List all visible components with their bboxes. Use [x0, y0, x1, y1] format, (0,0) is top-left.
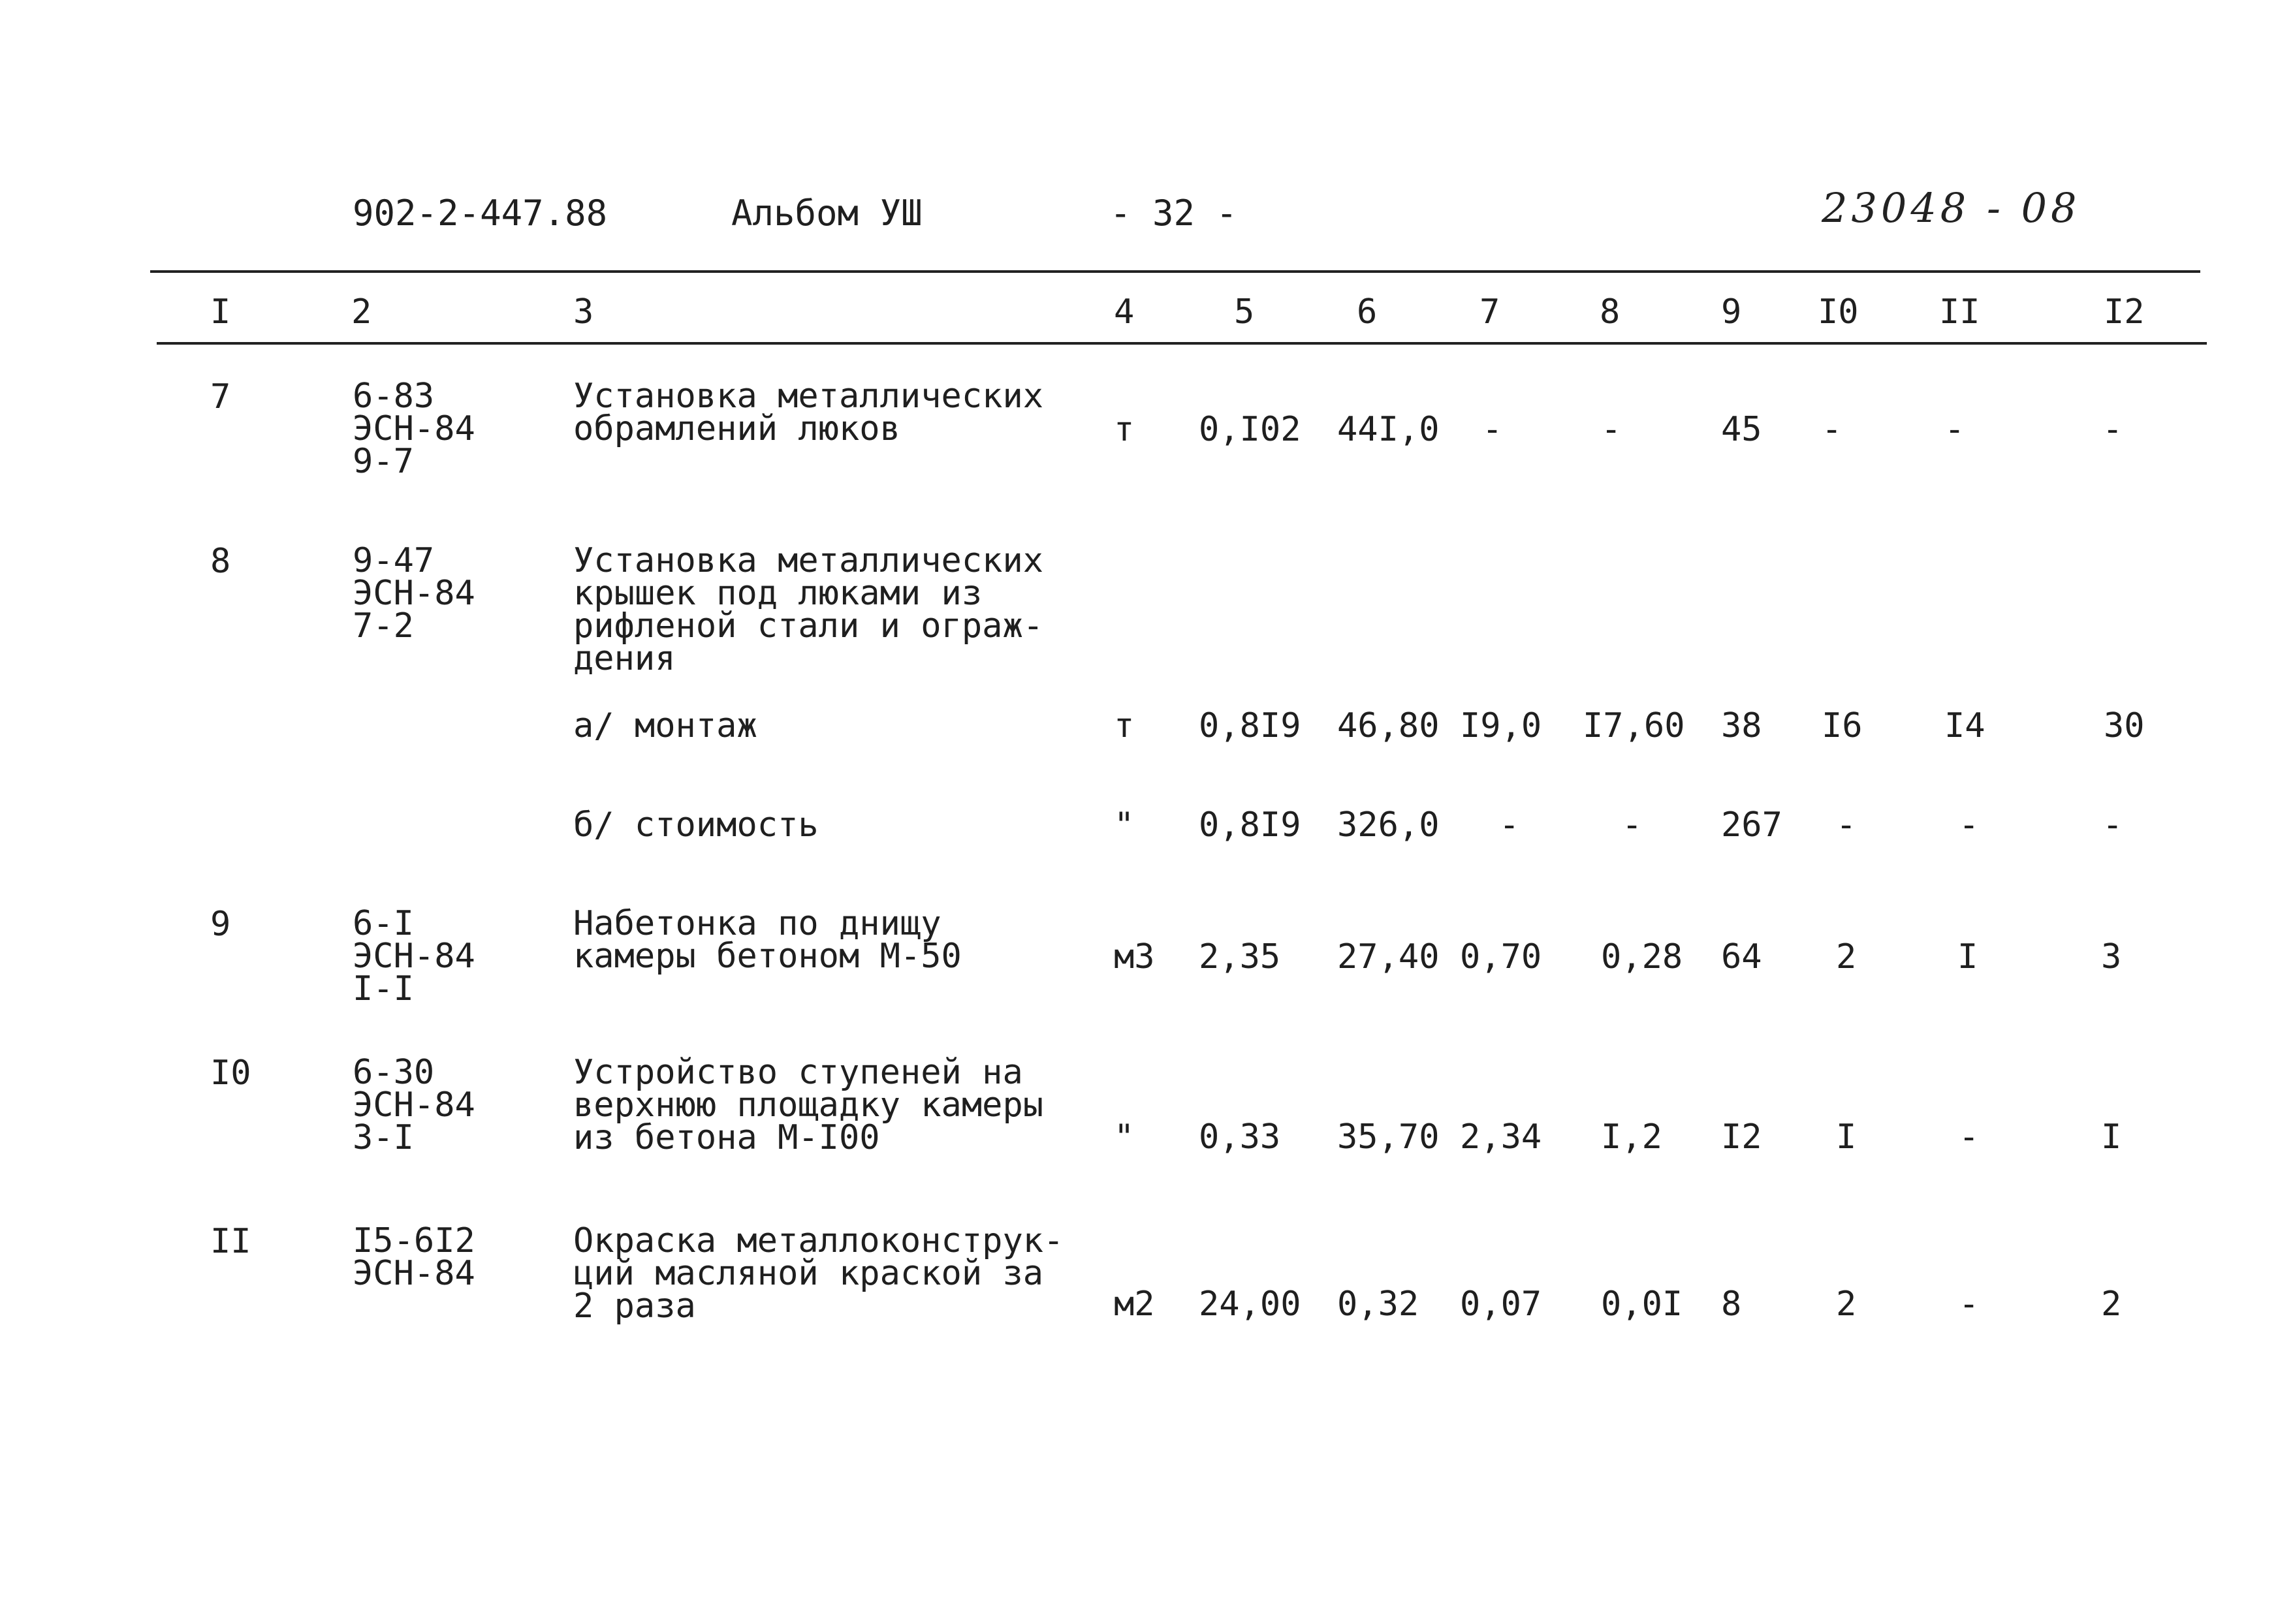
- code-line: I5-6I2: [353, 1221, 475, 1260]
- cell-col11: I: [1957, 937, 1978, 976]
- desc-line: из бетона М-I00: [573, 1118, 880, 1157]
- code-line: ЭСН-84: [353, 1254, 475, 1293]
- col-header-3: 3: [573, 292, 594, 332]
- desc-line: Устройство ступеней на: [573, 1053, 1023, 1092]
- cell-col12: I: [2101, 1117, 2122, 1157]
- cell-col11: -: [1959, 805, 1980, 845]
- cell-col7: I9,0: [1460, 706, 1542, 745]
- row-code: [353, 904, 475, 1008]
- cell-col5: 0,8I9: [1199, 706, 1301, 745]
- row-code: [353, 541, 475, 646]
- code-line: I-I: [353, 969, 414, 1008]
- cell-unit: ": [1114, 805, 1135, 845]
- cell-col10: -: [1836, 805, 1857, 845]
- cell-col10: I6: [1822, 706, 1863, 745]
- cell-col8: I,2: [1601, 1117, 1662, 1157]
- cell-col10: I: [1836, 1117, 1857, 1157]
- handwritten-stamp-number: 23048 - 08: [1822, 184, 2081, 232]
- row-code: [353, 1221, 475, 1293]
- col-header-6: 6: [1357, 292, 1378, 332]
- desc-line: верхнюю площадку камеры: [573, 1085, 1044, 1125]
- cell-col5: 0,I02: [1199, 410, 1301, 449]
- desc-line: рифленой стали и ограж-: [573, 606, 1044, 646]
- code-line: ЭСН-84: [353, 574, 475, 613]
- col-header-8: 8: [1600, 292, 1621, 332]
- cell-unit: т: [1114, 706, 1135, 745]
- cell-col6: 27,40: [1337, 937, 1440, 976]
- row-description: [573, 904, 962, 976]
- row-description: [573, 1221, 1064, 1326]
- code-line: ЭСН-84: [353, 937, 475, 976]
- cell-col12: 30: [2104, 706, 2145, 745]
- desc-line: Набетонка по днищу: [573, 904, 941, 943]
- col-header-5: 5: [1234, 292, 1255, 332]
- col-header-7: 7: [1479, 292, 1500, 332]
- code-line: 6-I: [353, 904, 414, 943]
- col-header-2: 2: [351, 292, 372, 332]
- table-header-rule: [157, 342, 2207, 345]
- cell-col6: 46,80: [1337, 706, 1440, 745]
- cell-col10: -: [1822, 410, 1842, 449]
- cell-col10: 2: [1836, 1285, 1857, 1324]
- col-header-9: 9: [1721, 292, 1742, 332]
- cell-unit: м3: [1114, 937, 1155, 976]
- row-number: 8: [210, 542, 231, 581]
- cell-col9: 267: [1721, 805, 1782, 845]
- cell-col5: 24,00: [1199, 1285, 1301, 1324]
- cell-col12: 3: [2101, 937, 2122, 976]
- col-header-11: II: [1939, 292, 1980, 332]
- cell-unit: м2: [1114, 1285, 1155, 1324]
- code-line: 7-2: [353, 606, 414, 646]
- cell-col10: 2: [1836, 937, 1857, 976]
- cell-col11: -: [1944, 410, 1965, 449]
- row-description: [573, 377, 1044, 448]
- cell-col9: 64: [1721, 937, 1762, 976]
- cell-col8: -: [1601, 410, 1622, 449]
- row-description: [573, 1053, 1044, 1157]
- page-number: - 32 -: [1110, 193, 1238, 234]
- cell-col9: 45: [1721, 410, 1762, 449]
- cell-col12: -: [2102, 410, 2123, 449]
- code-line: ЭСН-84: [353, 409, 475, 448]
- code-line: 6-30: [353, 1053, 435, 1092]
- desc-line: Установка металлических: [573, 541, 1044, 580]
- cell-col7: 0,70: [1460, 937, 1542, 976]
- cell-col9: 38: [1721, 706, 1762, 745]
- cell-unit: ": [1114, 1117, 1135, 1157]
- cell-col12: -: [2102, 805, 2123, 845]
- col-header-4: 4: [1114, 292, 1135, 332]
- code-line: 6-83: [353, 377, 435, 416]
- album-label: Альбом УШ: [731, 193, 923, 234]
- desc-line: Установка металлических: [573, 377, 1044, 416]
- cell-col8: -: [1622, 805, 1643, 845]
- row-code: [353, 377, 475, 481]
- row-description: [573, 541, 1044, 678]
- col-header-12: I2: [2104, 292, 2145, 332]
- cell-col6: 0,32: [1337, 1285, 1419, 1324]
- cell-col9: 8: [1721, 1285, 1742, 1324]
- cell-col7: -: [1499, 805, 1520, 845]
- code-line: 9-7: [353, 442, 414, 481]
- cell-col11: -: [1959, 1117, 1980, 1157]
- cell-col11: I4: [1944, 706, 1985, 745]
- code-line: 9-47: [353, 541, 435, 580]
- sub-description: а/ монтаж: [573, 706, 757, 745]
- row-number: 9: [210, 905, 231, 944]
- cell-col12: 2: [2101, 1285, 2122, 1324]
- row-number: II: [210, 1222, 251, 1261]
- cell-col8: 0,28: [1601, 937, 1683, 976]
- doc-code: 902-2-447.88: [353, 193, 608, 234]
- cell-col6: 44I,0: [1337, 410, 1440, 449]
- row-number: I0: [210, 1054, 251, 1093]
- desc-line: ций масляной краской за: [573, 1254, 1044, 1293]
- cell-unit: т: [1114, 410, 1135, 449]
- desc-line: обрамлений люков: [573, 409, 900, 448]
- desc-line: крышек под люками из: [573, 574, 983, 613]
- col-header-10: I0: [1818, 292, 1859, 332]
- cell-col5: 2,35: [1199, 937, 1281, 976]
- cell-col8: 0,0I: [1601, 1285, 1683, 1324]
- desc-line: Окраска металлоконструк-: [573, 1221, 1064, 1260]
- desc-line: камеры бетоном М-50: [573, 937, 962, 976]
- desc-line: 2 раза: [573, 1287, 696, 1326]
- cell-col6: 35,70: [1337, 1117, 1440, 1157]
- cell-col7: 2,34: [1460, 1117, 1542, 1157]
- code-line: 3-I: [353, 1118, 414, 1157]
- cell-col11: -: [1959, 1285, 1980, 1324]
- cell-col9: I2: [1721, 1117, 1762, 1157]
- desc-line: дения: [573, 639, 676, 678]
- cell-col6: 326,0: [1337, 805, 1440, 845]
- cell-col7: 0,07: [1460, 1285, 1542, 1324]
- cell-col5: 0,8I9: [1199, 805, 1301, 845]
- cell-col8: I7,60: [1583, 706, 1685, 745]
- cell-col5: 0,33: [1199, 1117, 1281, 1157]
- row-number: 7: [210, 377, 231, 416]
- row-code: [353, 1053, 475, 1157]
- cell-col7: -: [1482, 410, 1503, 449]
- code-line: ЭСН-84: [353, 1085, 475, 1125]
- sub-description: б/ стоимость: [573, 805, 819, 845]
- col-header-1: I: [210, 292, 231, 332]
- table-top-rule: [150, 270, 2200, 273]
